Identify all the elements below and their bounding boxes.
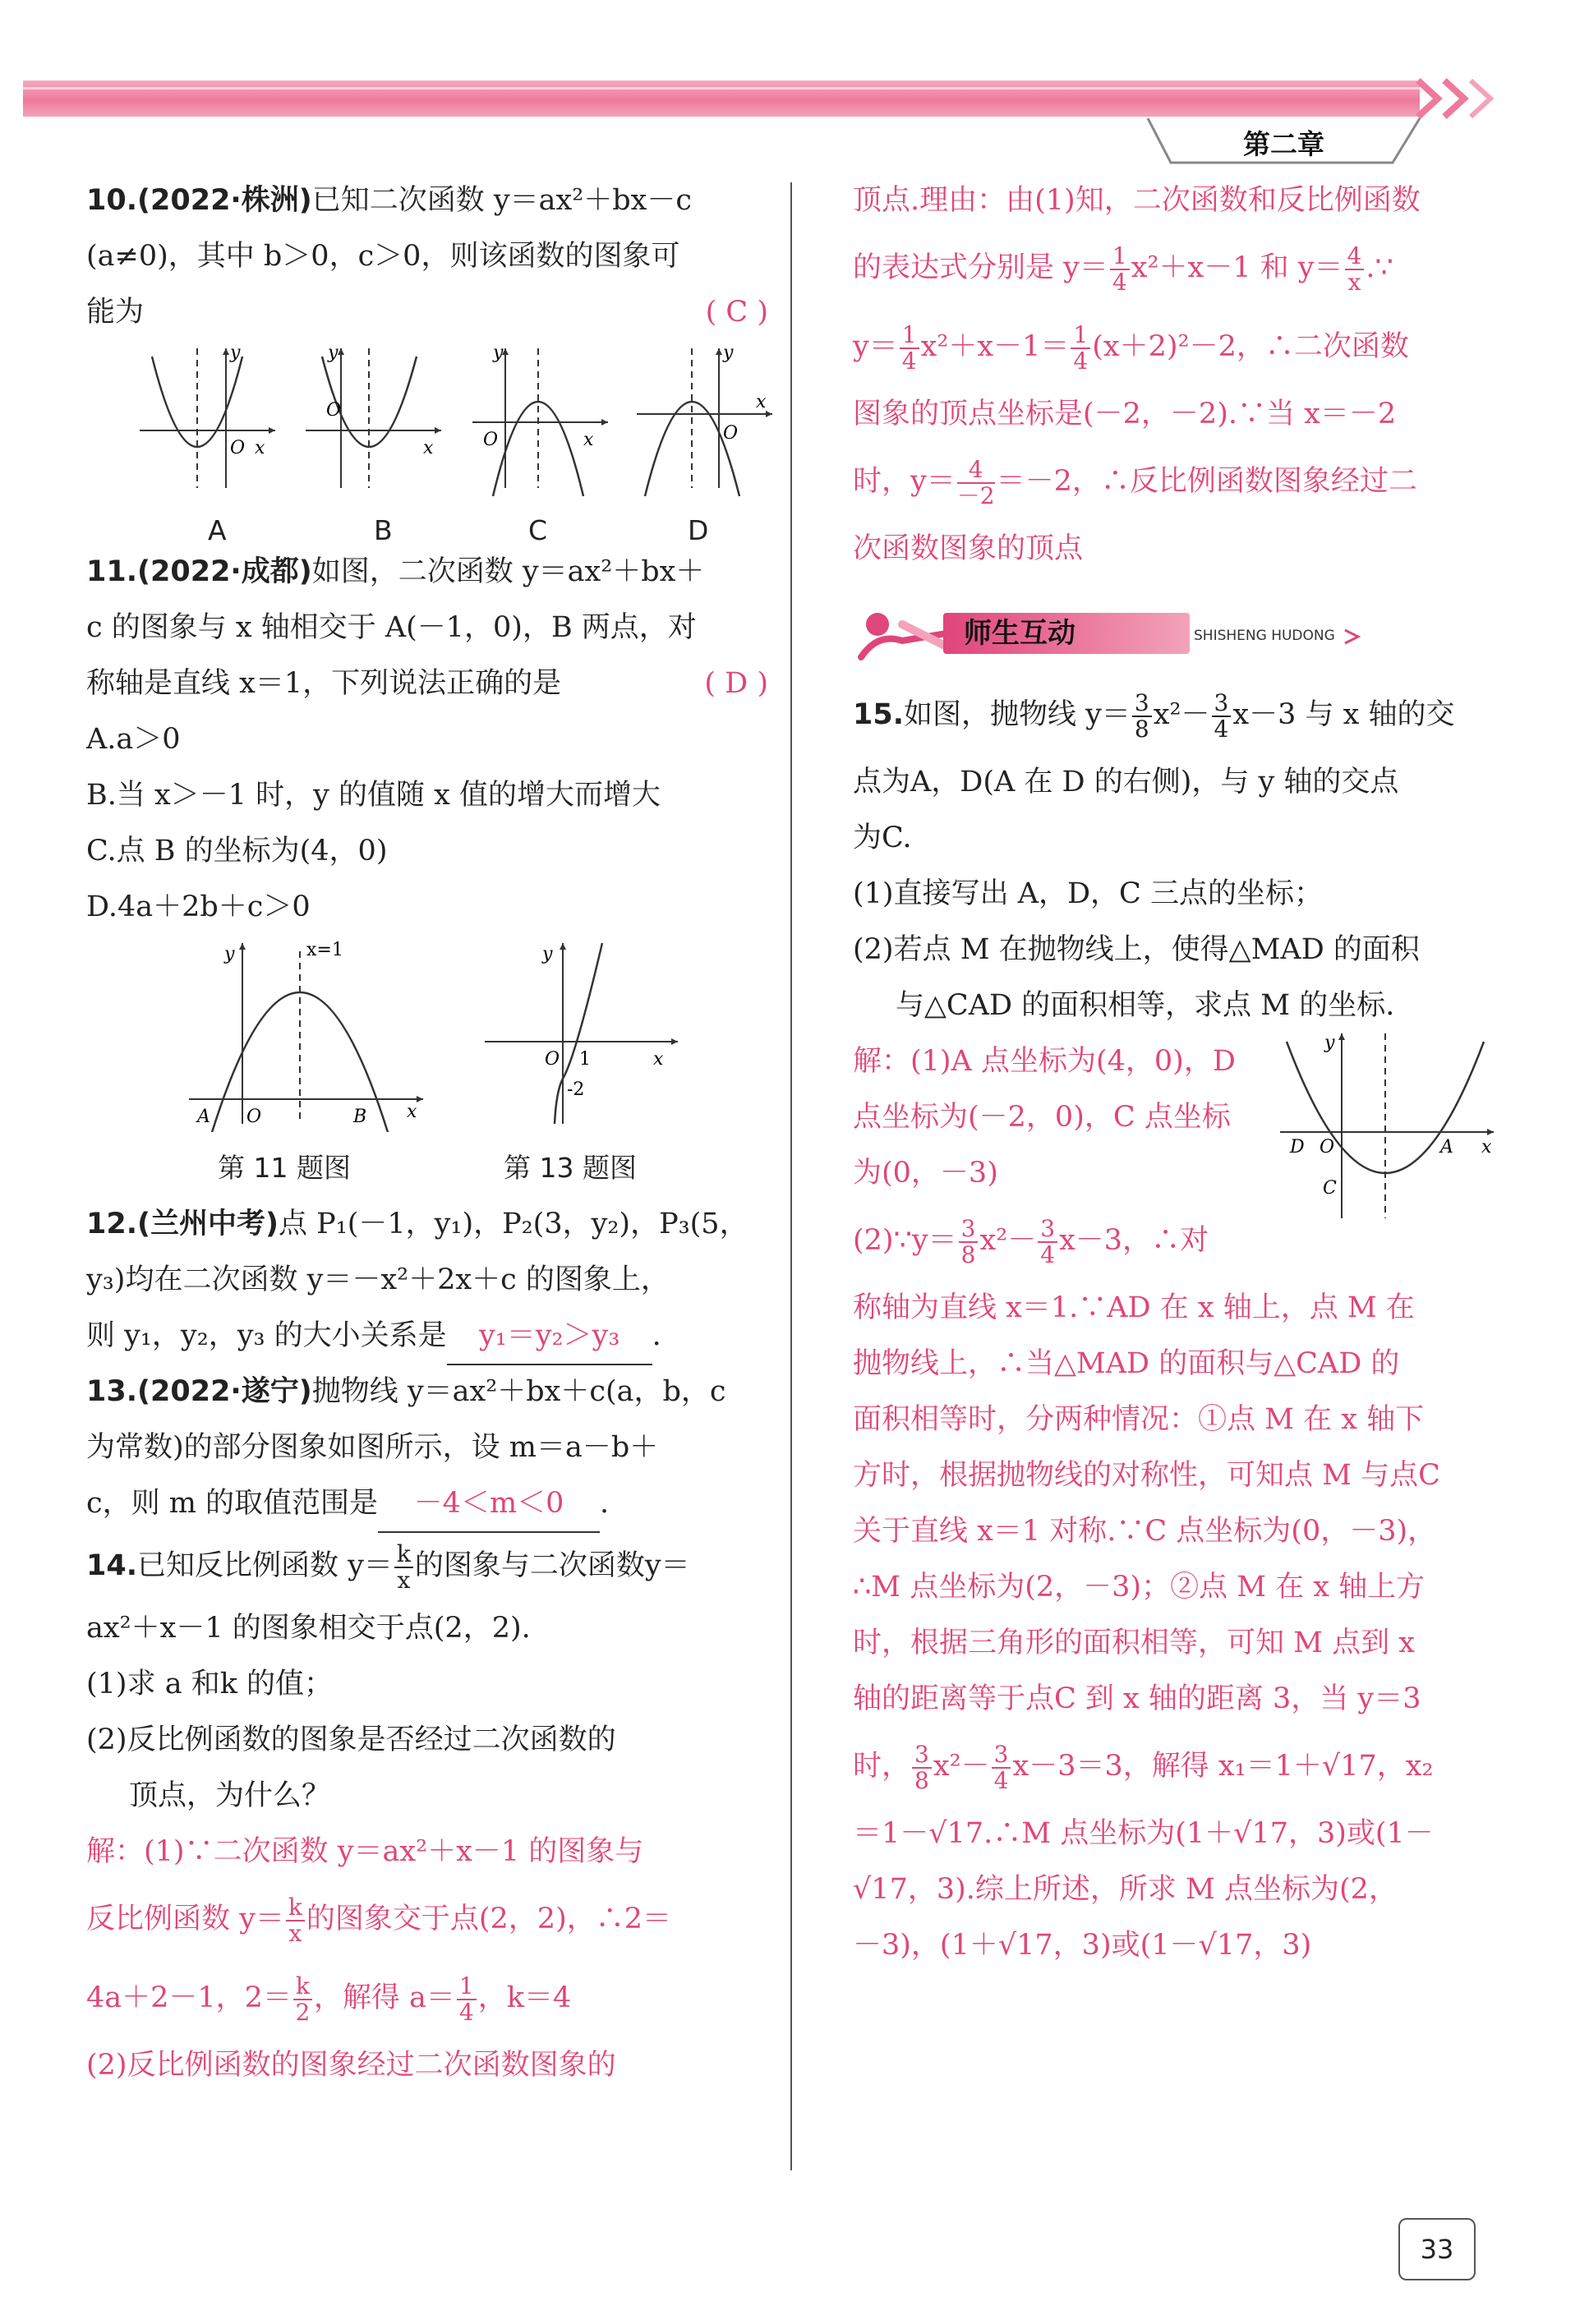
svg-text:O: O [545, 1049, 560, 1070]
q15-sol-line1: 解：(1)A 点坐标为(4，0)，D [853, 1045, 1236, 1078]
q15-sol-line7: 面积相等时，分两种情况：①点 M 在 x 轴下 [853, 1403, 1425, 1436]
q15-line1: 15.如图，抛物线 y＝ $\frac{3}{8}$ x²－ $\frac{3}{4}$ x－3 与 x 轴的交 [853, 688, 1455, 743]
figure-13-graph [481, 935, 694, 1132]
q12-line3: 则 y₁，y₂，y₃ 的大小关系是 y₁＝y₂＞y₃ . [86, 1308, 768, 1364]
q15-part1: (1)直接写出 A，D，C 三点的坐标； [853, 877, 1323, 910]
svg-text:y: y [328, 343, 339, 363]
q10-options-figures [86, 340, 768, 546]
q15-sol-block [853, 1033, 1510, 1201]
q13-line3: c，则 m 的取值范围是 －4＜m＜0 . [86, 1475, 768, 1531]
svg-text:x: x [756, 392, 767, 412]
q15-part2b: 与△CAD 的面积相等，求点 M 的坐标. [896, 989, 1395, 1022]
q15-sol-line4: (2)∵y＝ $\frac{3}{8}$ x²－ $\frac{3}{4}$ x－3，∴对 [853, 1214, 1209, 1268]
option-a-graph [136, 340, 283, 504]
q15-sol-line13: 时， $\frac{3}{8}$ x²－ $\frac{3}{4}$ x－3＝3，解得 x₁＝1＋√17，x₂ [853, 1740, 1434, 1794]
svg-text:x: x [583, 430, 594, 450]
q14-part2b: 顶点，为什么？ [129, 1779, 331, 1812]
chapter-title: 第二章 [1243, 128, 1324, 160]
q15-sol-line5: 称轴为直线 x＝1.∵AD 在 x 轴上，点 M 在 [853, 1291, 1415, 1324]
page-number: 33 [1398, 2218, 1476, 2280]
option-a-label: A [208, 514, 227, 546]
svg-text:y: y [542, 944, 553, 964]
option-c-graph [468, 340, 616, 504]
chevron-right-icon [1342, 628, 1363, 646]
banner-title: 师生互动 [964, 617, 1075, 650]
right-column [853, 173, 1510, 1973]
left-column [86, 173, 768, 2093]
svg-text:C: C [1323, 1178, 1337, 1199]
q11-option-d: D.4a＋2b＋c＞0 [86, 890, 311, 923]
figure-11-graph [185, 935, 431, 1132]
q15-line2: 点为A，D(A 在 D 的右侧)，与 y 轴的交点 [853, 766, 1399, 798]
q15-sol-line2: 点坐标为(－2，0)，C 点坐标 [853, 1101, 1231, 1134]
q15-sol-line6: 抛物线上，∴当△MAD 的面积与△CAD 的 [853, 1347, 1400, 1380]
chevron-right-icon [1466, 76, 1499, 122]
q11-answer: ( D ) [704, 667, 768, 700]
q14-sol-cont3: y＝ $\frac{1}{4}$ x²＋x－1＝ $\frac{1}{4}$ (x＋2)²－2，∴二次函数 [853, 320, 1409, 375]
q13-answer-blank: －4＜m＜0 [378, 1475, 600, 1533]
q15-sol-line14: ＝1－√17.∴M 点坐标为(1＋√17，3)或(1－ [853, 1817, 1434, 1850]
q11-option-b: B.当 x＞－1 时，y 的值随 x 值的增大而增大 [86, 779, 661, 812]
svg-text:x=1: x=1 [306, 940, 343, 960]
svg-text:y: y [1324, 1033, 1335, 1053]
svg-text:O: O [723, 423, 739, 444]
svg-text:x: x [1481, 1137, 1492, 1157]
q14-line2: ax²＋x－1 的图象相交于点(2，2). [86, 1612, 531, 1645]
q10-line1: 10.(2022·株洲)已知二次函数 y＝ax²＋bx－c [86, 184, 692, 217]
q14-part1: (1)求 a 和k 的值； [86, 1668, 334, 1700]
header-band [23, 81, 1420, 117]
q14-line1: 14.已知反比例函数 y＝ $\frac{k}{x}$ 的图象与二次函数y＝ [86, 1539, 690, 1594]
q15-sol-line16: －3)，(1＋√17，3)或(1－√17，3) [853, 1929, 1312, 1962]
svg-text:x: x [653, 1049, 664, 1070]
q14-sol-line3: 4a＋2－1，2＝ $\frac{k}{2}$ ，解得 a＝ $\frac{1}{4}$ ，k＝4 [86, 1972, 572, 2026]
q12-answer-blank: y₁＝y₂＞y₃ [447, 1308, 652, 1365]
q15-part2: (2)若点 M 在抛物线上，使得△MAD 的面积 [853, 933, 1420, 966]
q14-sol-cont2: 的表达式分别是 y＝ $\frac{1}{4}$ x²＋x－1 和 y＝ $\frac{4}{x}$ .∵ [853, 242, 1393, 296]
svg-text:A: A [197, 1107, 210, 1127]
svg-text:y: y [224, 944, 235, 964]
q15-line3: 为C. [853, 821, 912, 854]
q10-line3: 能为 ( C ) [86, 284, 768, 340]
svg-text:A: A [1440, 1137, 1453, 1157]
q14-sol-cont1: 顶点.理由：由(1)知，二次函数和反比例函数 [853, 184, 1421, 217]
svg-text:-2: -2 [567, 1079, 585, 1100]
q15-sol-line9: 关于直线 x＝1 对称.∵C 点坐标为(0，－3)， [853, 1515, 1437, 1548]
svg-text:y: y [493, 343, 504, 363]
option-b-graph [302, 340, 449, 504]
svg-text:B: B [353, 1107, 367, 1127]
q14-part2: (2)反比例函数的图象是否经过二次函数的 [86, 1723, 616, 1756]
q15-sol-line11: 时，根据三角形的面积相等，可知 M 点到 x [853, 1627, 1415, 1659]
figure-13-caption: 第 13 题图 [504, 1152, 637, 1184]
figures-11-13 [86, 935, 768, 1184]
q13-line2: 为常数)的部分图象如图所示，设 m＝a－b＋ [86, 1431, 659, 1464]
banner-subtitle: SHISHENG HUDONG [1194, 628, 1335, 644]
q14-sol-line4: (2)反比例函数的图象经过二次函数图象的 [86, 2049, 616, 2082]
q12-line1: 12.(兰州中考)点 P₁(－1，y₁)，P₂(3，y₂)，P₃(5， [86, 1208, 748, 1240]
q15-sol-line10: ∴M 点坐标为(2，－3)；②点 M 在 x 轴上方 [853, 1571, 1425, 1604]
q11-option-a: A.a＞0 [86, 723, 181, 756]
q15-sol-line3: 为(0，－3) [853, 1157, 998, 1190]
svg-text:O: O [246, 1107, 262, 1127]
q11-line1: 11.(2022·成都)如图，二次函数 y＝ax²＋bx＋ [86, 555, 705, 588]
svg-text:y: y [230, 343, 241, 363]
svg-text:O: O [230, 438, 246, 458]
svg-text:O: O [1320, 1137, 1335, 1157]
q15-sol-line15: √17，3).综上所述，所求 M 点坐标为(2， [853, 1873, 1398, 1906]
q11-line3: 称轴是直线 x＝1，下列说法正确的是 ( D ) [86, 656, 768, 711]
option-c-label: C [528, 514, 548, 546]
svg-text:1: 1 [579, 1049, 591, 1070]
svg-text:O: O [326, 400, 342, 421]
q14-sol-cont4: 图象的顶点坐标是(－2，－2).∵当 x＝－2 [853, 398, 1397, 430]
q14-sol-line2: 反比例函数 y＝ $\frac{k}{x}$ 的图象交于点(2，2)，∴2＝ [86, 1893, 671, 1947]
q10-answer: ( C ) [705, 296, 768, 329]
svg-text:x: x [423, 438, 434, 458]
q11-line2: c 的图象与 x 轴相交于 A(－1，0)，B 两点，对 [86, 611, 697, 644]
q14-sol-cont6: 次函数图象的顶点 [853, 532, 1084, 565]
q14-sol-line1: 解：(1)∵二次函数 y＝ax²＋x－1 的图象与 [86, 1835, 644, 1868]
q12-line2: y₃)均在二次函数 y＝－x²＋2x＋c 的图象上， [86, 1263, 670, 1296]
option-d-label: D [688, 514, 709, 546]
column-divider [790, 182, 792, 2170]
q14-sol-cont5: 时，y＝ $\frac{4}{-2}$ ＝－2，∴反比例函数图象经过二 [853, 455, 1417, 509]
q11-option-c: C.点 B 的坐标为(4，0) [86, 835, 388, 867]
figure-15-graph [1272, 1025, 1502, 1222]
q15-sol-line12: 轴的距离等于点C 到 x 轴的距离 3，当 y＝3 [853, 1682, 1421, 1715]
q15-sol-line8: 方时，根据抛物线的对称性，可知点 M 与点C [853, 1459, 1440, 1492]
svg-text:D: D [1290, 1137, 1305, 1157]
option-d-graph [633, 340, 781, 504]
q10-line2: (a≠0)，其中 b＞0，c＞0，则该函数的图象可 [86, 240, 680, 273]
svg-text:x: x [407, 1102, 417, 1122]
q13-line1: 13.(2022·遂宁)抛物线 y＝ax²＋bx＋c(a，b，c [86, 1375, 726, 1408]
option-b-label: B [374, 514, 393, 546]
svg-text:O: O [483, 430, 499, 450]
figure-11-caption: 第 11 题图 [218, 1152, 351, 1184]
svg-text:x: x [255, 438, 265, 458]
section-banner [853, 577, 1510, 675]
svg-text:y: y [723, 343, 734, 363]
